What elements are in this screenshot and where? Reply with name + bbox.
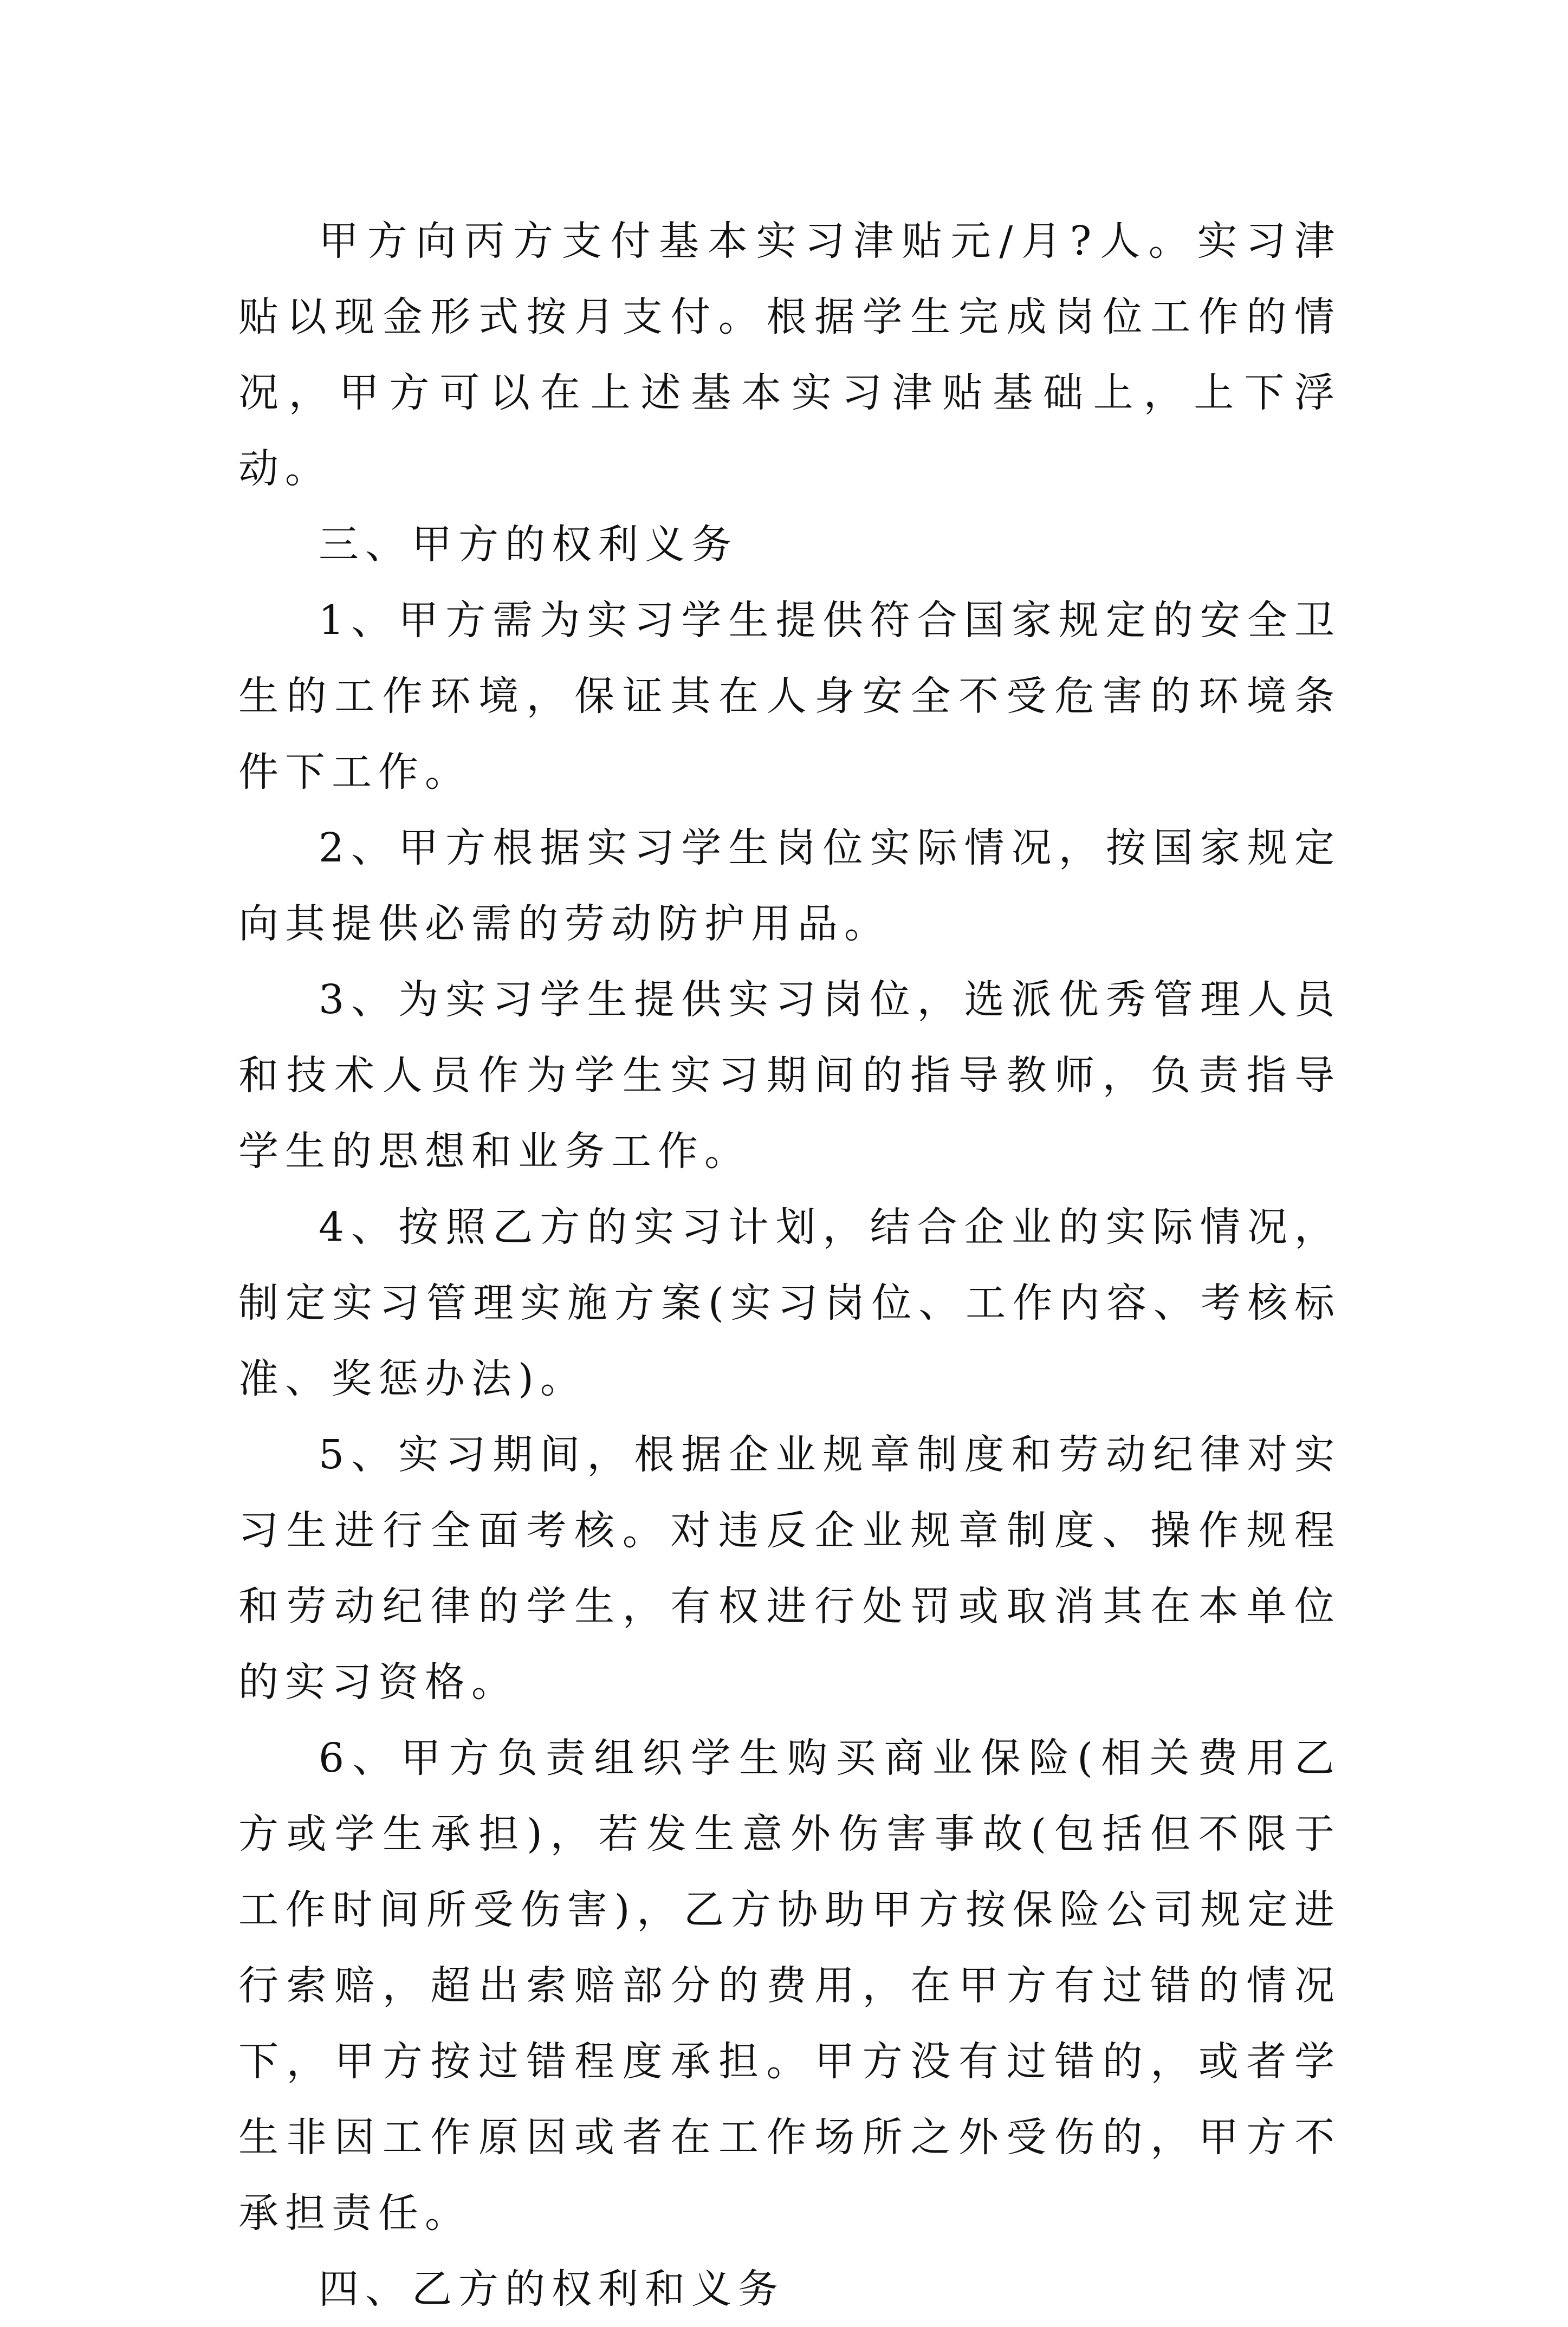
paragraph-item-5: 5、实习期间，根据企业规章制度和劳动纪律对实习生进行全面考核。对违反企业规章制度、操作规程和劳动纪律的学生，有权进行处罚或取消其在本单位的实习资格。 xyxy=(238,1431,1341,1706)
section-heading-party-a-rights: 三、甲方的权利义务 xyxy=(319,521,738,568)
paragraph-internship-allowance: 甲方向丙方支付基本实习津贴元/月?人。实习津贴以现金形式按月支付。根据学生完成岗位工作的情况，甲方可以在上述基本实习津贴基础上，上下浮动。 xyxy=(238,218,1341,492)
paragraph-item-2: 2、甲方根据实习学生岗位实际情况，按国家规定向其提供必需的劳动防护用品。 xyxy=(238,825,1341,947)
section-heading-party-b-rights: 四、乙方的权利和义务 xyxy=(319,2266,785,2312)
paragraph-item-6: 6、甲方负责组织学生购买商业保险(相关费用乙方或学生承担)，若发生意外伤害事故(包括但不限于工作时间所受伤害)，乙方协助甲方按保险公司规定进行索赔，超出索赔部分的费用，在甲方有过错的情况下，甲方按过错程度承担。甲方没有过错的，或者学生非因工作原因或者在工作场所之外受伤的，甲方不承担责任。 xyxy=(238,1735,1341,2237)
paragraph-item-3: 3、为实习学生提供实习岗位，选派优秀管理人员和技术人员作为学生实习期间的指导教师，负责指导学生的思想和业务工作。 xyxy=(238,976,1341,1175)
document-body xyxy=(238,203,1341,2327)
paragraph-item-4: 4、按照乙方的实习计划，结合企业的实际情况，制定实习管理实施方案(实习岗位、工作内容、考核标准、奖惩办法)。 xyxy=(238,1204,1341,1402)
paragraph-item-1: 1、甲方需为实习学生提供符合国家规定的安全卫生的工作环境，保证其在人身安全不受危害的环境条件下工作。 xyxy=(238,597,1341,795)
